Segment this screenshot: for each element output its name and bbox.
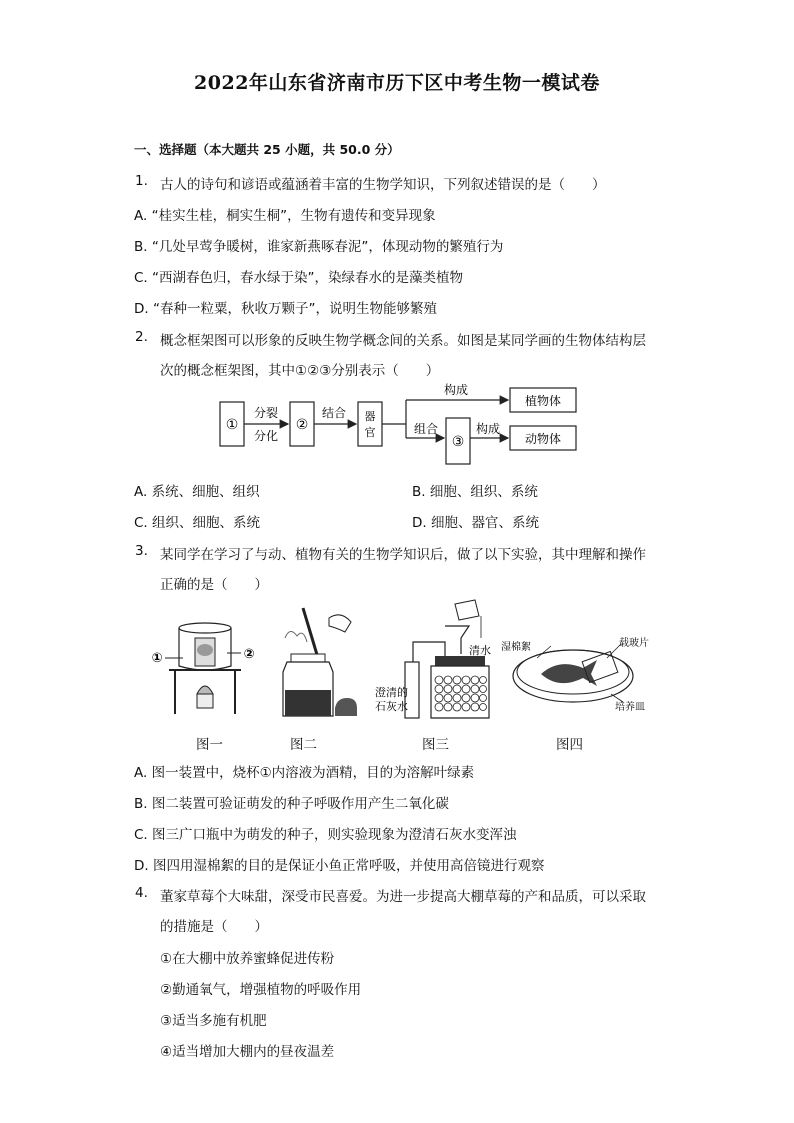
figure-3-water-label: 清水 xyxy=(469,644,491,657)
question-1-option-d: D. “春种一粒粟，秋收万颗子”，说明生物能够繁殖 xyxy=(134,301,437,317)
figure-2-seed-jar xyxy=(283,608,357,716)
diagram-plant-label: 植物体 xyxy=(524,394,562,408)
question-4-stem-line2: 的措施是（ ） xyxy=(160,919,268,935)
figure-3-limewater-label-1: 澄清的 xyxy=(375,686,408,699)
question-3-stem-line1: 某同学在学习了与动、植物有关的生物学知识后，做了以下实验，其中理解和操作 xyxy=(160,547,646,563)
figure-2-caption: 图二 xyxy=(290,737,317,753)
question-1-number: 1. xyxy=(135,173,148,189)
figure-3-limewater-setup xyxy=(405,600,489,718)
question-2-stem-line2: 次的概念框架图，其中①②③分别表示（ ） xyxy=(160,363,440,379)
figure-1-marker-2: ② xyxy=(243,647,255,662)
figure-4-caption: 图四 xyxy=(556,737,583,753)
question-4-item-4: ④适当增加大棚内的昼夜温差 xyxy=(160,1044,335,1060)
diagram-branch-bottom-label: 组合 xyxy=(413,422,439,436)
question-3-option-c: C. 图三广口瓶中为萌发的种子，则实验现象为澄清石灰水变浑浊 xyxy=(134,827,517,843)
question-4-stem-line1: 董家草莓个大味甜，深受市民喜爱。为进一步提高大棚草莓的产和品质，可以采取 xyxy=(160,889,646,905)
diagram-organ-label-2: 官 xyxy=(364,426,376,439)
question-2-option-c: C. 组织、细胞、系统 xyxy=(134,515,261,531)
exam-title: 2022年山东省济南市历下区中考生物一模试卷 xyxy=(194,72,600,94)
diagram-arrow-form-label: 构成 xyxy=(475,422,501,436)
figure-4-dish-label: 培养皿 xyxy=(615,702,645,713)
figure-1-water-bath xyxy=(165,623,241,714)
question-1-option-c: C. “西湖春色归，春水绿于染”，染绿春水的是藻类植物 xyxy=(134,270,463,286)
question-4-item-3: ③适当多施有机肥 xyxy=(160,1013,267,1029)
figure-1-marker-1: ① xyxy=(151,651,163,666)
question-3-option-d: D. 图四用湿棉絮的目的是保证小鱼正常呼吸，并使用高倍镜进行观察 xyxy=(134,858,545,874)
question-4-item-1: ①在大棚中放养蜜蜂促进传粉 xyxy=(160,951,335,967)
experiment-figures xyxy=(145,598,665,730)
question-3-stem-line2: 正确的是（ ） xyxy=(160,577,268,593)
question-2-stem-line1: 概念框架图可以形象的反映生物学概念间的关系。如图是某同学画的生物体结构层 xyxy=(160,333,646,349)
question-4-number: 4. xyxy=(135,885,148,901)
question-2-option-d: D. 细胞、器官、系统 xyxy=(412,515,539,531)
diagram-box-2-label: ② xyxy=(295,417,309,433)
question-1-stem: 古人的诗句和谚语或蕴涵着丰富的生物学知识，下列叙述错误的是（ ） xyxy=(160,177,606,193)
diagram-arrow-differentiate-label: 分化 xyxy=(253,429,279,443)
figure-3-limewater-label-2: 石灰水 xyxy=(375,700,408,713)
diagram-animal-label: 动物体 xyxy=(524,432,562,446)
diagram-organ-box xyxy=(358,402,382,446)
question-2-option-a: A. 系统、细胞、组织 xyxy=(134,484,260,500)
diagram-box-3-label: ③ xyxy=(451,434,465,450)
section-heading: 一、选择题（本大题共 25 小题，共 50.0 分） xyxy=(134,142,400,157)
diagram-box-1-label: ① xyxy=(225,417,239,433)
question-1-option-b: B. “几处早莺争暖树，谁家新燕啄春泥”，体现动物的繁殖行为 xyxy=(134,239,504,255)
figure-4-cotton-label: 湿棉絮 xyxy=(501,642,531,653)
question-2-option-b: B. 细胞、组织、系统 xyxy=(412,484,538,500)
figure-4-fish-dish xyxy=(513,644,633,702)
diagram-branch-top-label: 构成 xyxy=(443,383,469,397)
figure-4-slide-label: 载玻片 xyxy=(619,638,649,649)
question-4-item-2: ②勤通氧气，增强植物的呼吸作用 xyxy=(160,982,362,998)
question-3-option-a: A. 图一装置中，烧杯①内溶液为酒精，目的为溶解叶绿素 xyxy=(134,765,475,781)
diagram-arrow-combine-label: 结合 xyxy=(321,406,347,420)
diagram-organ-label-1: 器 xyxy=(364,410,376,423)
question-3-option-b: B. 图二装置可验证萌发的种子呼吸作用产生二氧化碳 xyxy=(134,796,449,812)
question-2-number: 2. xyxy=(135,329,148,345)
question-3-number: 3. xyxy=(135,543,148,559)
figure-1-caption: 图一 xyxy=(196,737,223,753)
diagram-arrow-split-label: 分裂 xyxy=(253,406,279,420)
question-1-option-a: A. “桂实生桂，桐实生桐”，生物有遗传和变异现象 xyxy=(134,208,436,224)
concept-map-diagram xyxy=(210,380,590,470)
figure-3-caption: 图三 xyxy=(422,737,449,753)
